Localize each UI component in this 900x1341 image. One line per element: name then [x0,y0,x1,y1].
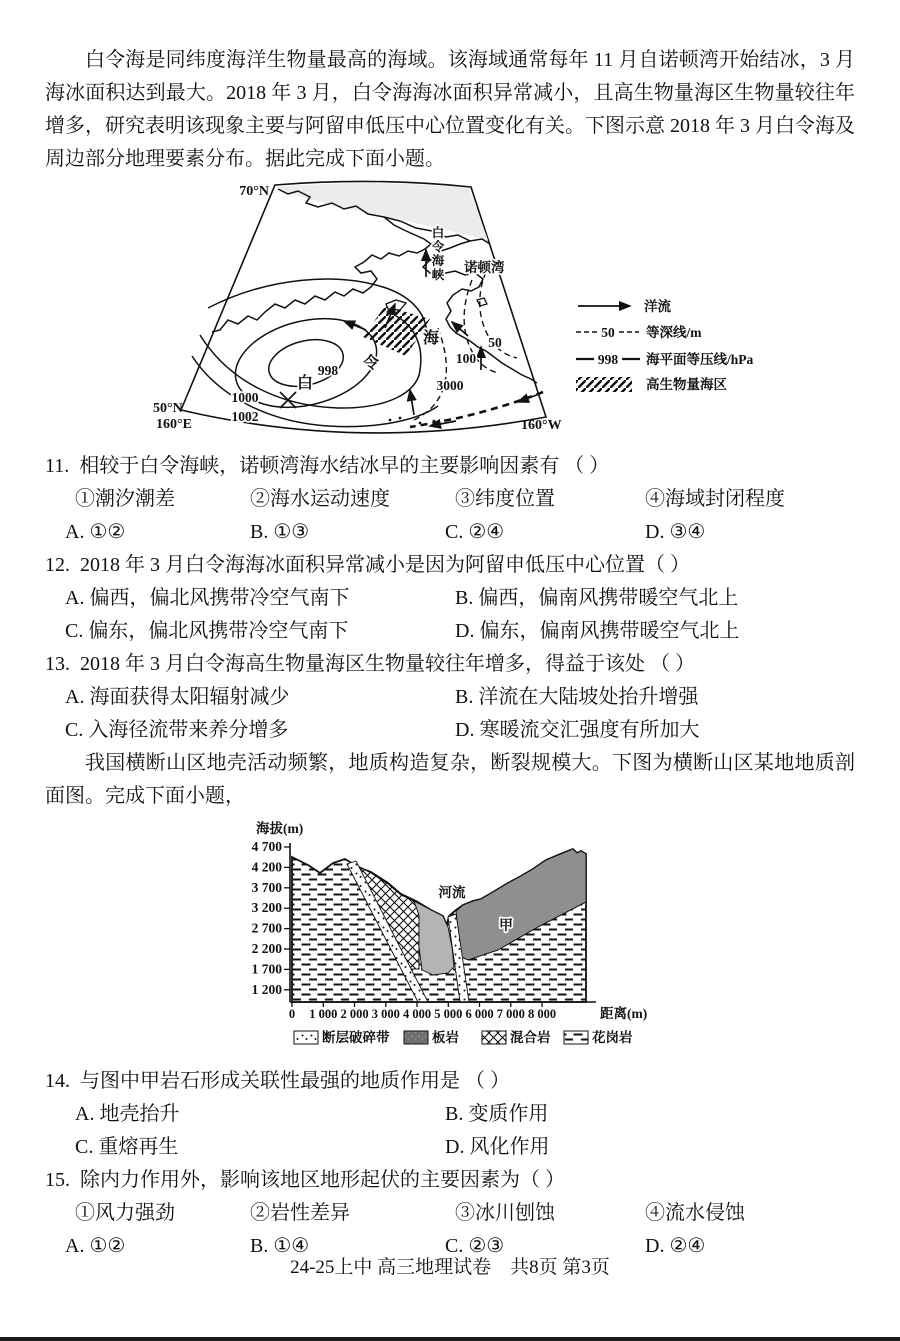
svg-text:4 700: 4 700 [251,839,282,854]
choice-d: D. ②④ [645,1235,706,1257]
isobar-label-1000: 1000 [231,390,259,405]
legend-depth-value: 50 [601,325,615,340]
sub-option-3: ③纬度位置 [455,488,555,510]
choice-b: B. ①④ [250,1235,310,1257]
legend-slate-label: 板岩 [432,1030,459,1045]
legend-biomass-swatch [576,377,632,392]
depth-label-3000: 3000 [436,378,464,393]
question-number: 11. [45,455,70,477]
choice-c: C. ②④ [445,521,505,543]
choice-b: B. 偏西，偏南风携带暖空气北上 [455,587,739,609]
section-legend [294,1029,633,1045]
legend-granite-label: 花岗岩 [592,1030,633,1045]
bering-sea-map-figure [138,180,855,442]
choice-d: D. ③④ [645,521,706,543]
sub-option-2: ②岩性差异 [250,1202,350,1224]
x-tick-labels [289,1007,556,1021]
question-stem: 2018 年 3 月白令海海冰面积异常减小是因为阿留申低压中心位置（ ） [80,554,690,576]
svg-text:令: 令 [431,240,445,254]
question-number: 14. [45,1070,70,1092]
y-axis-label: 海拔(m) [256,821,304,836]
svg-text:4 000: 4 000 [402,1007,432,1021]
sea-label-char-hai: 海 [422,330,440,347]
isobar-label-1002: 1002 [231,409,259,424]
y-tick-labels [252,839,283,997]
sub-option-1: ①风力强劲 [75,1202,175,1224]
legend-isobar-label: 海平面等压线/hPa [646,352,754,367]
y-ticks [284,847,290,990]
svg-text:2 000: 2 000 [340,1007,369,1021]
legend-depth-label: 等深线/m [646,325,702,340]
svg-text:1 700: 1 700 [251,961,282,977]
x-axis-label: 距离(m) [600,1006,648,1021]
question-stem: 相较于白令海峡，诺顿湾海水结冰早的主要影响因素有 （ ） [79,455,610,477]
question-stem: 与图中甲岩石形成关联性最强的地质作用是 （ ） [80,1070,510,1092]
choice-a: A. ①② [65,1235,126,1257]
passage-bering-sea: 白令海是同纬度海洋生物量最高的海域。该海域通常每年 11 月自诺顿湾开始结冰，3 月海冰面积达到最大。2018 年 3 月，白令海海冰面积异常减小，且高生物量海区生物量较往年增多，研究表明该现象主要与阿留申低压中心位置变化有关。下图示意 2018 年 3 月白令海及周边部分地理要素分布。据此完成下面小题。 [45,49,855,170]
question-number: 15. [45,1169,70,1191]
bering-sea-map [138,180,878,442]
svg-text:5 000: 5 000 [434,1007,463,1021]
legend-biomass-label: 高生物量海区 [646,377,727,392]
svg-text:2 700: 2 700 [251,920,282,936]
question-12 [45,549,855,648]
legend-fault-label: 断层破碎带 [322,1030,390,1045]
svg-text:4 200: 4 200 [251,859,282,875]
depth-label-100: 100 [455,351,477,366]
legend-migmatite-label: 混合岩 [510,1030,551,1045]
sub-option-1: ①潮汐潮差 [75,488,175,510]
choice-c: C. 重熔再生 [75,1136,179,1158]
choice-a: A. 地壳抬升 [75,1103,180,1125]
question-15 [45,1164,855,1263]
question-number: 13. [45,653,70,675]
svg-text:6 000: 6 000 [465,1007,494,1021]
choice-d: D. 偏东，偏南风携带暖空气北上 [455,620,740,642]
svg-text:1 200: 1 200 [251,981,282,997]
choice-a: A. 偏西，偏北风携带冷空气南下 [65,587,350,609]
question-14 [45,1065,855,1164]
sea-label-char-ling: 令 [362,355,380,372]
sub-option-3: ③冰川刨蚀 [455,1202,555,1224]
bering-strait-label [431,225,445,282]
svg-text:峡: 峡 [431,268,445,282]
question-stem: 2018 年 3 月白令海高生物量海区生物量较往年增多，得益于该处 （ ） [80,653,695,675]
question-11 [45,450,855,549]
question-stem: 除内力作用外，影响该地区地形起伏的主要因素为（ ） [80,1169,565,1191]
sub-option-2: ②海水运动速度 [250,488,390,510]
passage-hengduan: 我国横断山区地壳活动频繁，地质构造复杂，断裂规模大。下图为横断山区某地地质剖面图。完成下面小题， [45,752,855,807]
legend-isobar-value: 998 [597,352,619,367]
sea-label-char-bai: 白 [296,375,314,392]
choice-a: A. 海面获得太阳辐射减少 [65,686,290,708]
svg-text:海: 海 [431,254,445,268]
sub-option-4: ④海域封闭程度 [645,488,785,510]
choice-d: D. 寒暖流交汇强度有所加大 [455,719,700,741]
lat-label-70n: 70°N [239,184,269,199]
choice-c: C. 入海径流带来养分增多 [65,719,289,741]
depth-label-50: 50 [488,335,502,350]
choice-c: C. ②③ [445,1235,505,1257]
svg-text:3 000: 3 000 [371,1007,400,1021]
svg-text:8 000: 8 000 [527,1007,557,1021]
question-number: 12. [45,554,70,576]
question-13 [45,648,855,747]
svg-text:3 200: 3 200 [251,900,282,916]
svg-text:白: 白 [431,226,445,240]
choice-d: D. 风化作用 [445,1136,550,1158]
norton-sound-label: 诺顿湾 [464,260,505,275]
legend-slate-swatch [404,1031,428,1044]
isobar-label-998: 998 [317,363,339,378]
choice-b: B. ①③ [250,521,310,543]
lon-label-160e: 160°E [156,417,192,432]
page-footer: 24-25上中 高三地理试卷 共8页 第3页 [290,1257,610,1278]
legend-current-label: 洋流 [644,299,671,314]
choice-c: C. 偏东，偏北风携带冷空气南下 [65,620,349,642]
svg-text:3 700: 3 700 [251,879,282,895]
lon-label-160w: 160°W [521,418,562,433]
legend-migmatite-swatch [482,1031,506,1044]
legend-fault-swatch [294,1031,318,1044]
svg-text:7 000: 7 000 [496,1007,525,1021]
sub-option-4: ④流水侵蚀 [645,1202,745,1224]
legend-granite-swatch [564,1031,588,1044]
svg-text:2 200: 2 200 [251,941,282,956]
scan-edge [0,1337,900,1341]
choice-b: B. 变质作用 [445,1103,549,1125]
geologic-cross-section [228,817,678,1057]
choice-b: B. 洋流在大陆坡处抬升增强 [455,686,699,708]
svg-text:0: 0 [288,1007,296,1021]
river-label: 河流 [438,885,466,900]
lat-label-50n: 50°N [153,401,183,416]
svg-text:1 000: 1 000 [309,1007,338,1021]
map-legend [576,298,754,392]
jia-label: 甲 [499,919,513,934]
choice-a: A. ①② [65,521,126,543]
geologic-section-figure [228,817,855,1057]
